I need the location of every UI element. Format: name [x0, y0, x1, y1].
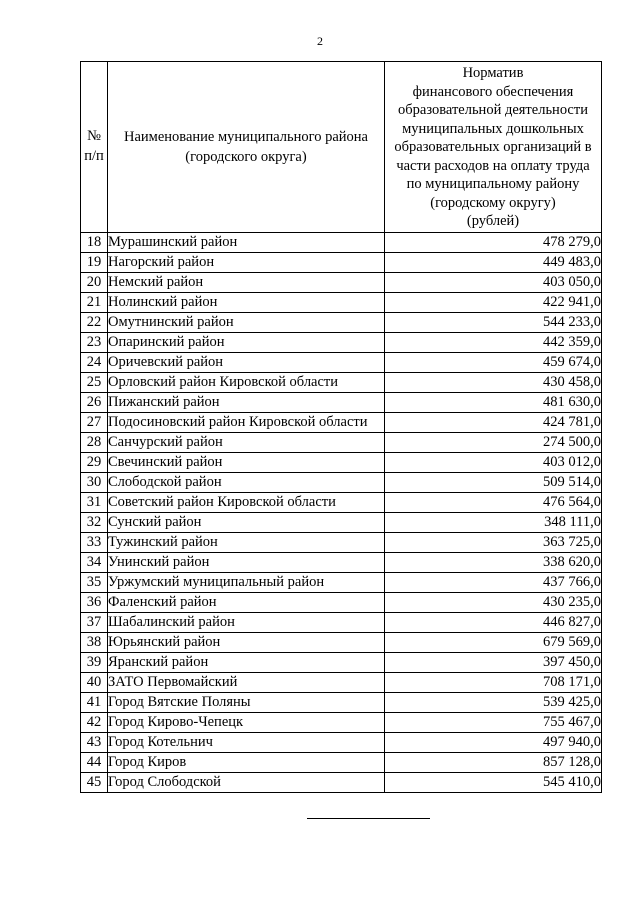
district-name: Уржумский муниципальный район — [108, 572, 385, 592]
norm-value: 446 827,0 — [385, 612, 602, 632]
district-name: Город Вятские Поляны — [108, 692, 385, 712]
norm-value: 348 111,0 — [385, 512, 602, 532]
norm-value: 442 359,0 — [385, 332, 602, 352]
row-number: 26 — [81, 392, 108, 412]
row-number: 45 — [81, 772, 108, 792]
norm-value: 478 279,0 — [385, 232, 602, 252]
norm-value: 545 410,0 — [385, 772, 602, 792]
row-number: 34 — [81, 552, 108, 572]
norm-value: 430 235,0 — [385, 592, 602, 612]
row-number: 38 — [81, 632, 108, 652]
norm-value: 544 233,0 — [385, 312, 602, 332]
norm-value: 403 050,0 — [385, 272, 602, 292]
table-row — [81, 312, 602, 332]
norm-value: 509 514,0 — [385, 472, 602, 492]
end-rule — [307, 818, 430, 819]
row-number: 42 — [81, 712, 108, 732]
district-name: Нолинский район — [108, 292, 385, 312]
row-number: 18 — [81, 232, 108, 252]
table-row — [81, 632, 602, 652]
district-name: Шабалинский район — [108, 612, 385, 632]
norm-value: 476 564,0 — [385, 492, 602, 512]
table-row — [81, 332, 602, 352]
district-name: Город Слободской — [108, 772, 385, 792]
table-row — [81, 532, 602, 552]
row-number: 31 — [81, 492, 108, 512]
norm-value: 708 171,0 — [385, 672, 602, 692]
norms-table — [80, 61, 602, 793]
district-name: Мурашинский район — [108, 232, 385, 252]
table-header-row — [81, 62, 602, 233]
norm-value: 430 458,0 — [385, 372, 602, 392]
row-number: 19 — [81, 252, 108, 272]
table-row — [81, 732, 602, 752]
table-row — [81, 252, 602, 272]
row-number: 44 — [81, 752, 108, 772]
district-name: Унинский район — [108, 552, 385, 572]
row-number: 24 — [81, 352, 108, 372]
district-name: Город Киров — [108, 752, 385, 772]
district-name: Оричевский район — [108, 352, 385, 372]
table-row — [81, 492, 602, 512]
table-row — [81, 452, 602, 472]
table-row — [81, 432, 602, 452]
norm-value: 274 500,0 — [385, 432, 602, 452]
norm-value: 755 467,0 — [385, 712, 602, 732]
table-row — [81, 572, 602, 592]
norm-value: 338 620,0 — [385, 552, 602, 572]
header-norm-value: Норматив финансового обеспечения образовательной деятельности муниципальных дошкольных образовательных организаций в части расходов на оплату труда по муниципальному району (городскому округу) (рублей) — [385, 62, 602, 233]
district-name: Слободской район — [108, 472, 385, 492]
row-number: 21 — [81, 292, 108, 312]
table-row — [81, 752, 602, 772]
row-number: 29 — [81, 452, 108, 472]
table-row — [81, 352, 602, 372]
norm-value: 481 630,0 — [385, 392, 602, 412]
norm-value: 449 483,0 — [385, 252, 602, 272]
norm-value: 403 012,0 — [385, 452, 602, 472]
table-row — [81, 412, 602, 432]
district-name: Сунский район — [108, 512, 385, 532]
row-number: 23 — [81, 332, 108, 352]
header-number: № п/п — [81, 62, 108, 233]
table-row — [81, 472, 602, 492]
norm-value: 857 128,0 — [385, 752, 602, 772]
district-name: Советский район Кировской области — [108, 492, 385, 512]
table-row — [81, 512, 602, 532]
norm-value: 422 941,0 — [385, 292, 602, 312]
table-row — [81, 272, 602, 292]
norm-value: 397 450,0 — [385, 652, 602, 672]
table-row — [81, 232, 602, 252]
row-number: 30 — [81, 472, 108, 492]
table-row — [81, 692, 602, 712]
district-name: Санчурский район — [108, 432, 385, 452]
row-number: 37 — [81, 612, 108, 632]
row-number: 43 — [81, 732, 108, 752]
table-row — [81, 652, 602, 672]
row-number: 40 — [81, 672, 108, 692]
district-name: Подосиновский район Кировской области — [108, 412, 385, 432]
row-number: 22 — [81, 312, 108, 332]
table-row — [81, 372, 602, 392]
norm-value: 539 425,0 — [385, 692, 602, 712]
row-number: 27 — [81, 412, 108, 432]
district-name: Город Котельнич — [108, 732, 385, 752]
table-row — [81, 612, 602, 632]
table-row — [81, 772, 602, 792]
district-name: Юрьянский район — [108, 632, 385, 652]
row-number: 28 — [81, 432, 108, 452]
district-name: ЗАТО Первомайский — [108, 672, 385, 692]
district-name: Нагорский район — [108, 252, 385, 272]
norm-value: 437 766,0 — [385, 572, 602, 592]
norm-value: 424 781,0 — [385, 412, 602, 432]
table-row — [81, 552, 602, 572]
row-number: 20 — [81, 272, 108, 292]
district-name: Омутнинский район — [108, 312, 385, 332]
table-row — [81, 292, 602, 312]
page-number: 2 — [317, 34, 323, 48]
row-number: 32 — [81, 512, 108, 532]
norm-value: 363 725,0 — [385, 532, 602, 552]
row-number: 39 — [81, 652, 108, 672]
row-number: 35 — [81, 572, 108, 592]
district-name: Пижанский район — [108, 392, 385, 412]
table-row — [81, 592, 602, 612]
district-name: Тужинский район — [108, 532, 385, 552]
norm-value: 679 569,0 — [385, 632, 602, 652]
norm-value: 497 940,0 — [385, 732, 602, 752]
table-row — [81, 392, 602, 412]
district-name: Орловский район Кировской области — [108, 372, 385, 392]
row-number: 33 — [81, 532, 108, 552]
table-row — [81, 712, 602, 732]
district-name: Свечинский район — [108, 452, 385, 472]
header-district-name: Наименование муниципального района (городского округа) — [108, 62, 385, 233]
norm-value: 459 674,0 — [385, 352, 602, 372]
district-name: Немский район — [108, 272, 385, 292]
district-name: Фаленский район — [108, 592, 385, 612]
row-number: 41 — [81, 692, 108, 712]
district-name: Город Кирово-Чепецк — [108, 712, 385, 732]
district-name: Яранский район — [108, 652, 385, 672]
table-row — [81, 672, 602, 692]
district-name: Опаринский район — [108, 332, 385, 352]
row-number: 36 — [81, 592, 108, 612]
row-number: 25 — [81, 372, 108, 392]
